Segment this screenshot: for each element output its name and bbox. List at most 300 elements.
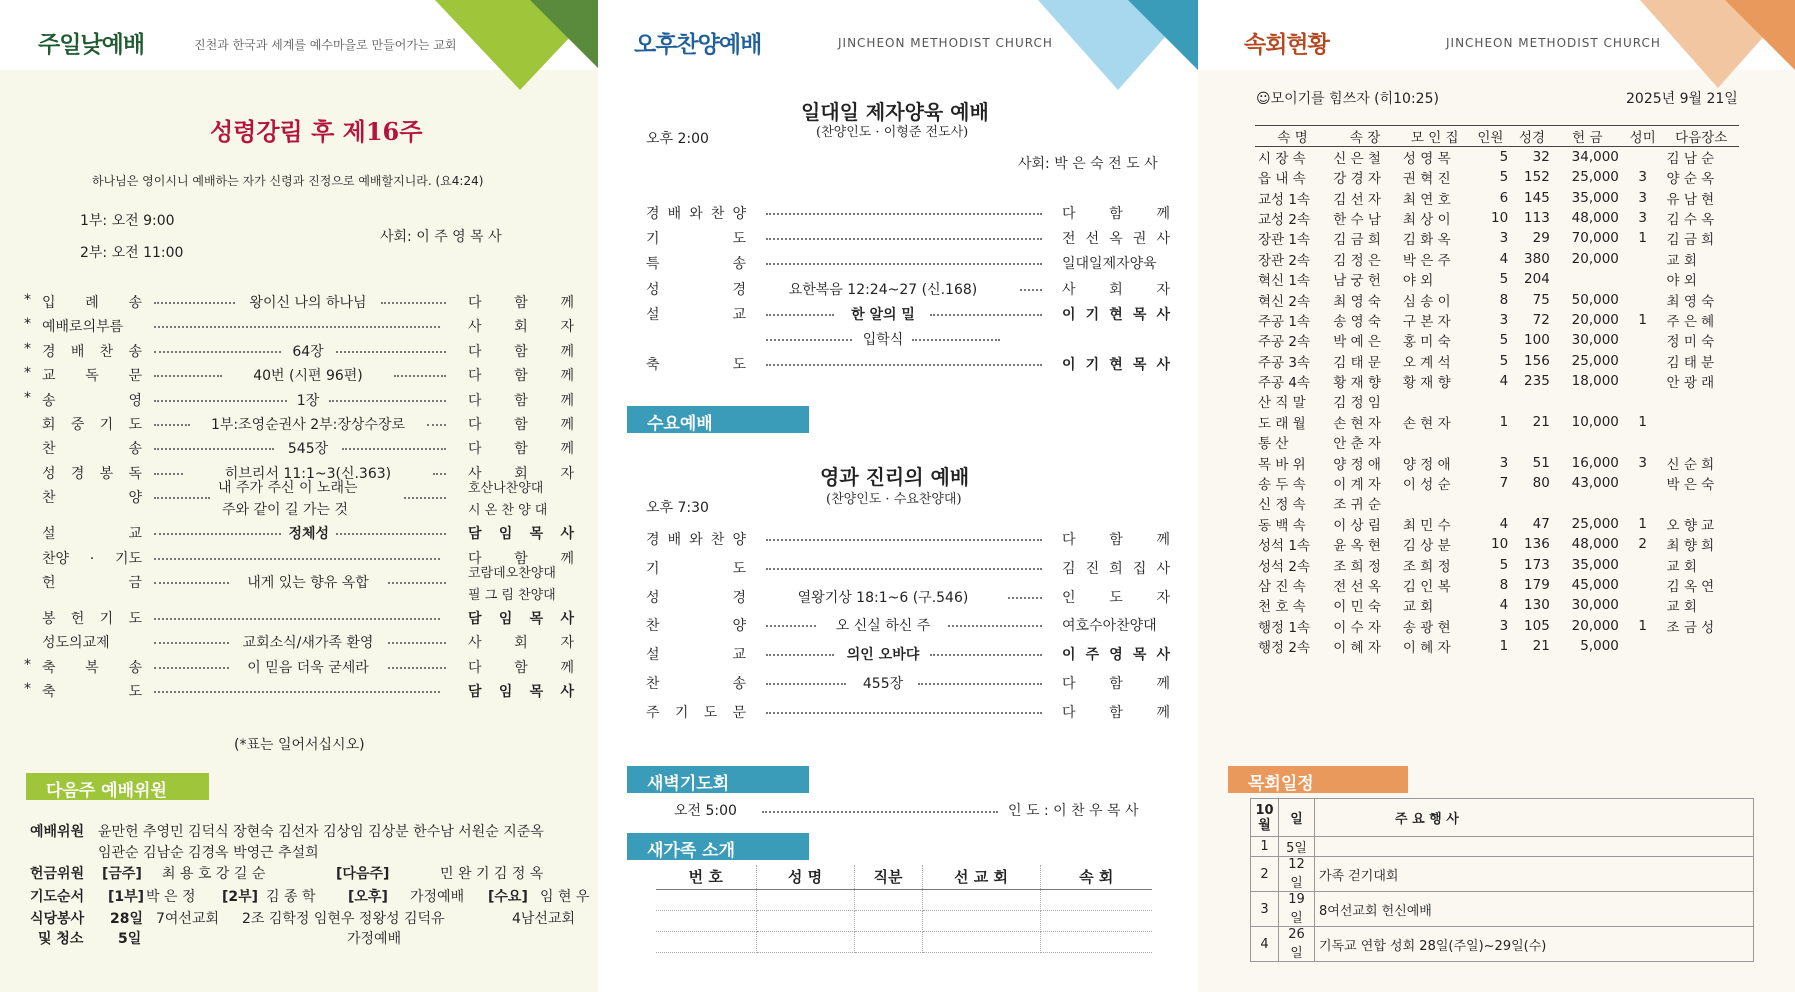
attendance-cell: [1622, 554, 1664, 574]
attendance-cell: 이 혜 자: [1333, 640, 1381, 657]
prayer-name-2: 김 종 학: [266, 889, 316, 905]
table-row: [1251, 927, 1754, 962]
attendance-cell: 3: [1499, 617, 1509, 634]
dot-leader: [766, 213, 1042, 215]
attendance-cell: [1622, 636, 1664, 656]
schedule-cell: 가족 걷기대회: [1315, 857, 1754, 892]
attendance-cell: 양 정 애: [1333, 456, 1381, 473]
attendance-cell: [1511, 493, 1553, 513]
order-item-name: 축 도: [42, 684, 142, 701]
attendance-cell: 100: [1524, 332, 1550, 349]
attendance-cell: 18,000: [1571, 373, 1619, 390]
dot-leader: [154, 473, 183, 475]
order-item-leader: 다 함 께: [468, 368, 574, 385]
dot-leader: [154, 424, 190, 426]
attendance-cell: 29: [1532, 230, 1550, 247]
attendance-cell: 김 선 자: [1333, 191, 1381, 208]
order-item-name: 경 배 찬 송: [42, 343, 142, 360]
dot-leader: [766, 263, 1042, 265]
attendance-cell: 25,000: [1571, 352, 1619, 369]
dot-leader: [762, 811, 998, 813]
attendance-cell: 113: [1524, 209, 1550, 226]
attendance-cell: 최 영 숙: [1333, 293, 1381, 310]
order-item-leader: 다 함 께: [468, 343, 574, 360]
order-star: *: [24, 340, 31, 357]
attendance-cell: 4: [1499, 373, 1509, 390]
dot-leader: [930, 654, 1042, 656]
attendance-cell: 최 영 숙: [1666, 293, 1715, 310]
kitchen-date-1: 28일: [110, 911, 144, 927]
attendance-cell: 72: [1532, 311, 1550, 328]
attendance-cell: 51: [1532, 454, 1550, 471]
attendance-cell: 행정 2속: [1258, 640, 1311, 657]
attendance-cell: 박 예 은: [1333, 334, 1381, 351]
attendance-cell: 8: [1499, 577, 1509, 593]
attendance-cell: [1664, 412, 1739, 432]
table-row: [1255, 432, 1739, 452]
attendance-cell: [1622, 391, 1664, 411]
order-item-detail: 한 알의 밀: [851, 306, 915, 323]
dot-leader: [404, 497, 446, 499]
dot-leader: [388, 667, 447, 669]
attendance-header: 속 장: [1330, 126, 1400, 147]
order-item-leader: 김 진 희 집 사: [1062, 560, 1170, 577]
dot-leader: [1008, 597, 1042, 599]
dot-leader: [427, 424, 447, 426]
attendance-header: 성경: [1511, 126, 1553, 147]
attendance-cell: [1622, 473, 1664, 493]
attendance-cell: 20,000: [1571, 250, 1619, 267]
attendance-cell: [1664, 493, 1739, 513]
attendance-cell: [1400, 432, 1470, 452]
order-star: *: [24, 365, 31, 382]
attendance-cell: 3: [1499, 230, 1509, 247]
schedule-table: [1250, 798, 1754, 962]
table-row: [656, 889, 1152, 910]
dot-leader: [154, 448, 274, 450]
panel-sunday-service: [0, 0, 598, 992]
attendance-cell: 성석 2속: [1258, 558, 1311, 575]
order-item-name: 찬 양: [42, 490, 142, 507]
attendance-cell: 1: [1638, 617, 1647, 634]
dawn-time: 오전 5:00: [674, 803, 737, 819]
service-time-2: 2부: 오전 11:00: [80, 245, 184, 261]
order-item-leader: 다 함 께: [1062, 532, 1170, 548]
attendance-cell: 황 재 향: [1333, 375, 1381, 392]
attendance-cell: 1: [1499, 413, 1509, 430]
order-item-detail: 455장: [862, 676, 904, 692]
attendance-cell: 45,000: [1571, 577, 1619, 593]
order-item-leader: 다 함 께: [1062, 676, 1170, 692]
attendance-cell: 정 미 숙: [1666, 334, 1715, 351]
attendance-cell: 주공 4속: [1258, 375, 1311, 392]
order-item-leader-2: 필 그 림 찬양대: [468, 588, 556, 603]
attendance-cell: 김 상 분: [1402, 538, 1451, 555]
attendance-header: 다음장소: [1664, 126, 1739, 147]
attendance-cell: 3: [1638, 169, 1647, 186]
afternoon-leader: 사회: 박 은 숙 전 도 사: [1018, 156, 1158, 172]
attendance-cell: 강 경 자: [1333, 171, 1381, 188]
attendance-cell: 천 호 속: [1258, 599, 1306, 616]
dot-leader: [766, 339, 852, 341]
prayer-name-4: 임 현 우: [540, 889, 590, 905]
attendance-cell: 권 혁 진: [1402, 171, 1451, 188]
attendance-cell: 80: [1532, 475, 1550, 492]
attendance-cell: 152: [1524, 169, 1550, 186]
attendance-cell: 김 남 순: [1666, 151, 1715, 167]
order-star: *: [24, 656, 31, 673]
attendance-cell: [1664, 391, 1739, 411]
section-schedule: 목회일정: [1228, 766, 1408, 793]
order-item-detail: 오 신실 하신 주: [835, 618, 931, 635]
nf-header-name: 성 명: [756, 865, 854, 889]
deco-triangle-corner: [1725, 0, 1795, 70]
attendance-cell: [1470, 493, 1512, 513]
attendance-cell: [1622, 493, 1664, 513]
afternoon-time: 오후 2:00: [646, 131, 709, 147]
dot-leader: [766, 625, 816, 627]
label-worship-committee: 예배위원: [30, 824, 85, 840]
order-item-detail: 545장: [287, 441, 329, 458]
attendance-cell: 380: [1524, 250, 1550, 267]
attendance-cell: 장관 1속: [1258, 232, 1311, 249]
dot-leader: [154, 642, 229, 644]
attendance-cell: [1622, 289, 1664, 309]
table-row: [1255, 452, 1739, 472]
order-item-detail: 정체성: [288, 526, 330, 543]
order-item-detail: 64장: [292, 343, 324, 360]
panel-title: 오후찬양예배: [634, 32, 762, 58]
attendance-cell: [1553, 391, 1622, 411]
attendance-cell: 홍 미 숙: [1402, 334, 1451, 351]
table-row: [1255, 351, 1739, 371]
attendance-cell: 이 혜 자: [1402, 640, 1451, 657]
order-item-name: 설 교: [646, 647, 746, 664]
attendance-cell: 4: [1499, 250, 1509, 267]
attendance-cell: 최 향 희: [1666, 538, 1715, 555]
attendance-cell: 조 금 성: [1666, 619, 1715, 636]
attendance-cell: [1553, 493, 1622, 513]
dot-leader: [154, 375, 222, 377]
attendance-cell: 최 민 수: [1402, 517, 1451, 534]
attendance-cell: 혁신 1속: [1258, 273, 1311, 290]
schedule-cell: [1315, 837, 1754, 857]
attendance-cell: 교 회: [1666, 599, 1697, 616]
panel-subtitle: JINCHEON METHODIST CHURCH: [838, 36, 1053, 50]
deco-triangle-corner: [530, 0, 598, 70]
attendance-cell: 50,000: [1571, 291, 1619, 308]
table-row: [1255, 310, 1739, 330]
kitchen-group-1: 7여선교회: [156, 911, 220, 927]
label-cleaning: 및 청소: [38, 931, 84, 947]
section-new-family: 새가족 소개: [627, 833, 809, 860]
order-item-detail: 내게 있는 향유 옥합: [247, 575, 369, 591]
attendance-cell: [1511, 391, 1553, 411]
order-item-detail: 내 주가 주신 이 노래는: [218, 480, 358, 497]
attendance-cell: 35,000: [1571, 556, 1619, 573]
attendance-cell: 25,000: [1571, 515, 1619, 532]
attendance-cell: 김 금 희: [1666, 232, 1715, 249]
attendance-cell: 1: [1638, 515, 1647, 532]
dot-leader: [1020, 289, 1042, 291]
attendance-cell: 3: [1499, 454, 1509, 471]
order-item-name: 설 교: [42, 526, 142, 543]
dot-leader: [342, 448, 446, 450]
order-item-leader: 코람데오찬양대: [468, 566, 556, 581]
sched-header-month: 10월: [1251, 799, 1279, 837]
order-item-detail: 1부:조영순권사 2부:장상수장로: [211, 417, 405, 433]
table-row: [656, 931, 1152, 952]
attendance-cell: 43,000: [1571, 475, 1619, 492]
attendance-cell: 구 본 자: [1402, 313, 1451, 330]
attendance-cell: 손 현 자: [1333, 415, 1381, 432]
order-item-leader: 인 도 자: [1062, 589, 1170, 606]
attendance-cell: [1622, 269, 1664, 289]
dot-leader: [766, 364, 1042, 366]
attendance-cell: 21: [1532, 413, 1550, 430]
attendance-cell: 주공 3속: [1258, 354, 1311, 371]
committee-names: 윤만헌 추영민 김덕식 장현숙 김선자 김상임 김상분 한수남 서원순 지준옥: [98, 824, 544, 840]
order-star: *: [24, 389, 31, 406]
attendance-cell: 5: [1499, 556, 1509, 573]
attendance-cell: 7: [1499, 475, 1509, 492]
nf-header-cell: 속 회: [1040, 865, 1152, 889]
order-item-leader: 사 회 자: [468, 319, 574, 336]
attendance-cell: 양 순 옥: [1666, 171, 1715, 188]
attendance-cell: [1622, 371, 1664, 391]
order-item-name: 기 도: [646, 231, 746, 248]
attendance-header: 성미: [1622, 126, 1664, 147]
schedule-cell: 2: [1251, 857, 1279, 892]
table-row: [1255, 228, 1739, 248]
table-row: [1255, 554, 1739, 574]
dot-leader: [336, 533, 447, 535]
attendance-cell: 130: [1524, 597, 1550, 614]
order-item-leader: 이 기 현 목 사: [1062, 306, 1170, 323]
table-row: [1251, 837, 1754, 857]
order-item-leader: 다 함 께: [468, 441, 574, 458]
this-week-tag: [금주]: [102, 866, 142, 882]
attendance-cell: 김 옥 연: [1666, 579, 1715, 595]
order-item-leader: 다 함 께: [468, 295, 574, 311]
attendance-cell: [1470, 391, 1512, 411]
order-item-leader: 일대일제자양육: [1062, 256, 1157, 273]
attendance-cell: 윤 옥 현: [1333, 538, 1381, 555]
attendance-cell: 신 순 희: [1666, 456, 1715, 473]
attendance-cell: 김 금 희: [1333, 232, 1381, 249]
prayer-tag-3: [오후]: [348, 889, 388, 905]
attendance-cell: 이 성 순: [1402, 477, 1451, 494]
order-item-name: 특 송: [646, 256, 746, 273]
dot-leader: [918, 683, 1042, 685]
order-item-name: 기 도: [646, 560, 746, 577]
attendance-cell: 심 송 이: [1402, 293, 1451, 310]
table-row: [1255, 391, 1739, 411]
attendance-cell: 행정 1속: [1258, 619, 1311, 636]
attendance-cell: 야 외: [1666, 273, 1697, 290]
attendance-cell: 오 계 석: [1402, 354, 1451, 371]
schedule-cell: 5일: [1279, 837, 1315, 857]
attendance-cell: 16,000: [1571, 454, 1619, 471]
attendance-cell: 이 민 숙: [1333, 599, 1381, 616]
order-item-detail: 의인 오바댜: [846, 647, 920, 664]
this-week-names: 최 용 호 강 길 순: [162, 866, 266, 882]
order-item-leader: 담 임 목 사: [468, 611, 574, 627]
order-item-detail: 왕이신 나의 하나님: [249, 295, 367, 311]
table-row: [1255, 371, 1739, 391]
deco-triangle-corner: [1128, 0, 1198, 70]
section-dawn-prayer: 새벽기도회: [627, 766, 809, 793]
dot-leader: [154, 691, 440, 693]
order-item-detail: 열왕기상 18:1~6 (구.546): [797, 589, 969, 606]
attendance-cell: 송 영 숙: [1333, 313, 1381, 330]
attendance-header: 속 명: [1255, 126, 1330, 147]
attendance-cell: 5: [1499, 332, 1509, 349]
order-star: *: [24, 316, 31, 333]
attendance-cell: 양 정 애: [1402, 456, 1451, 473]
wednesday-time: 오후 7:30: [646, 500, 709, 516]
panel-cell-status: [1198, 0, 1795, 992]
order-item-name: 찬양 · 기도: [42, 550, 142, 567]
attendance-cell: 이 수 자: [1333, 619, 1381, 636]
panel-title: 주일낮예배: [38, 32, 145, 58]
prayer-tag-2: [2부]: [222, 889, 259, 905]
dot-leader: [154, 533, 281, 535]
attendance-cell: 김 태 문: [1333, 354, 1381, 371]
attendance-cell: 48,000: [1571, 209, 1619, 226]
section-wednesday: 수요예배: [627, 406, 809, 433]
attendance-cell: 박 은 숙: [1666, 477, 1715, 494]
order-item-leader: 여호수아찬양대: [1062, 618, 1157, 635]
attendance-cell: [1553, 432, 1622, 452]
attendance-cell: 주공 2속: [1258, 334, 1311, 351]
attendance-cell: [1622, 147, 1664, 168]
order-item-name: 성도의교제: [42, 635, 110, 652]
attendance-cell: 235: [1524, 373, 1550, 390]
attendance-cell: 75: [1532, 291, 1550, 308]
dot-leader: [329, 400, 446, 402]
order-item-name: 찬 송: [42, 441, 142, 458]
report-date: 2025년 9월 21일: [1626, 91, 1738, 107]
attendance-cell: 179: [1524, 577, 1550, 593]
attendance-cell: 야 외: [1402, 273, 1434, 290]
table-row: [1255, 575, 1739, 595]
attendance-cell: 2: [1638, 536, 1647, 553]
dot-leader: [766, 712, 1042, 714]
attendance-cell: 도 래 월: [1258, 415, 1306, 432]
attendance-cell: 10: [1491, 536, 1509, 553]
attendance-cell: 안 춘 자: [1333, 436, 1381, 453]
attendance-cell: 156: [1524, 352, 1550, 369]
dot-leader: [154, 558, 440, 560]
schedule-cell: 4: [1251, 927, 1279, 962]
attendance-cell: [1622, 330, 1664, 350]
attendance-cell: 주 은 혜: [1666, 313, 1715, 330]
attendance-cell: 10: [1491, 209, 1509, 226]
dot-leader: [154, 497, 210, 499]
attendance-cell: 김 인 복: [1402, 579, 1451, 595]
section-next-committee: 다음주 예배위원: [26, 773, 209, 800]
schedule-cell: 12일: [1279, 857, 1315, 892]
attendance-cell: 48,000: [1571, 536, 1619, 553]
table-row: [1255, 330, 1739, 350]
order-star: *: [24, 681, 31, 698]
order-item-name: 회 중 기 도: [42, 417, 142, 433]
attendance-cell: 32: [1532, 149, 1550, 165]
prayer-tag-1: [1부]: [108, 889, 145, 905]
attendance-cell: 1: [1499, 638, 1509, 655]
dot-leader: [433, 473, 446, 475]
attendance-cell: 3: [1638, 189, 1647, 206]
attendance-cell: 시 장 속: [1258, 151, 1306, 167]
table-row: [1255, 534, 1739, 554]
table-row: [1255, 616, 1739, 636]
attendance-cell: [1664, 432, 1739, 452]
order-item-name: 주 기 도 문: [646, 704, 746, 721]
dot-leader: [154, 582, 229, 584]
schedule-cell: 26일: [1279, 927, 1315, 962]
order-item-leader: 다 함 께: [468, 659, 574, 676]
dot-leader: [154, 302, 235, 304]
table-row: [1255, 249, 1739, 269]
order-item-detail: 요한복음 12:24~27 (신.168): [788, 281, 978, 298]
sermon-heading: 성령강림 후 제16주: [210, 117, 423, 146]
order-item-leader: 이 주 영 목 사: [1062, 647, 1170, 664]
attendance-cell: 성 영 목: [1402, 151, 1451, 167]
attendance-cell: 5: [1499, 271, 1509, 288]
next-week-tag: [다음주]: [336, 866, 390, 882]
attendance-cell: 김 화 옥: [1402, 232, 1451, 249]
order-item-name: 축 복 송: [42, 659, 142, 676]
dot-leader: [766, 654, 834, 656]
attendance-cell: 조 희 정: [1402, 558, 1451, 575]
motto: ☺모이기를 힘쓰자 (히10:25): [1256, 91, 1439, 107]
attendance-cell: 20,000: [1571, 617, 1619, 634]
order-item-leader-2: 시 온 찬 양 대: [468, 503, 548, 519]
attendance-cell: 5: [1499, 169, 1509, 186]
order-item-name: 경 배 와 찬 양: [646, 532, 746, 548]
attendance-cell: 최 상 이: [1402, 211, 1451, 228]
attendance-cell: 6: [1499, 189, 1509, 206]
order-item-leader: 다 함 께: [468, 392, 574, 409]
dawn-leader: 인 도 : 이 찬 우 목 사: [1008, 803, 1139, 819]
order-item-name: 성 경 봉 독: [42, 465, 142, 482]
attendance-cell: 오 향 교: [1666, 517, 1715, 534]
table-row: [1255, 269, 1739, 289]
kitchen-date-2: 5일: [118, 931, 142, 947]
order-item-leader: 사 회 자: [468, 465, 574, 482]
attendance-cell: 손 현 자: [1402, 415, 1451, 432]
table-row: [1255, 167, 1739, 187]
dot-leader: [766, 314, 834, 316]
dot-leader: [154, 618, 440, 620]
attendance-cell: [1511, 432, 1553, 452]
nf-header-number: 번 호: [656, 865, 756, 889]
kitchen-team: 2조 김학정 임현우 정왕성 김덕유: [242, 911, 445, 927]
attendance-cell: 혁신 2속: [1258, 293, 1311, 310]
attendance-cell: 송 광 현: [1402, 619, 1451, 636]
attendance-cell: 읍 내 속: [1258, 171, 1306, 188]
panel-subtitle: JINCHEON METHODIST CHURCH: [1446, 36, 1661, 50]
attendance-cell: 삼 진 속: [1258, 579, 1306, 595]
attendance-cell: 장관 2속: [1258, 252, 1311, 269]
attendance-cell: 3: [1499, 311, 1509, 328]
order-item-leader: 이 기 현 목 사: [1062, 357, 1170, 374]
table-row: [1255, 187, 1739, 207]
sched-header-day: 일: [1279, 799, 1315, 837]
order-item-name: 송 영: [42, 392, 142, 409]
attendance-cell: 4: [1499, 515, 1509, 532]
